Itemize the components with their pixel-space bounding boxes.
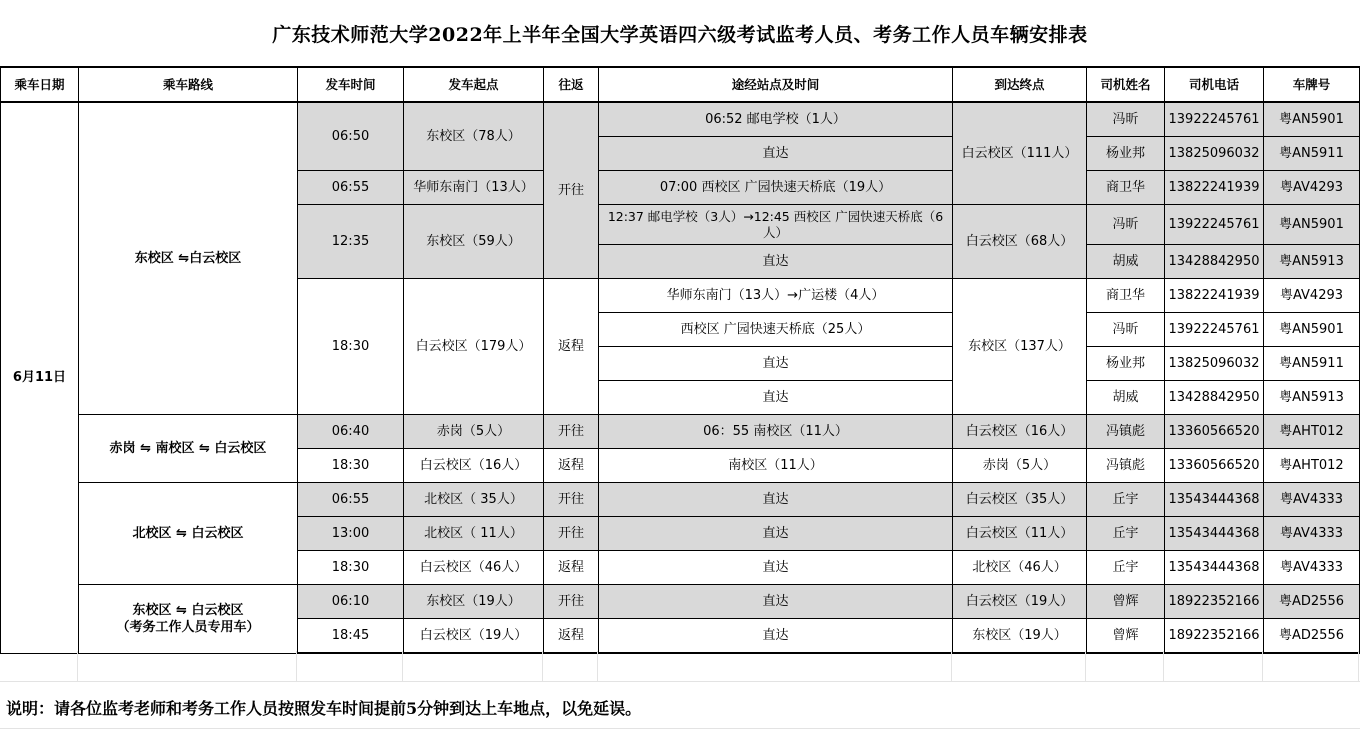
- driver-cell: 冯昕: [1087, 205, 1165, 245]
- plate-cell: 粤AHT012: [1264, 415, 1360, 449]
- phone-cell: 18922352166: [1165, 619, 1264, 654]
- direction-cell: 返程: [544, 619, 599, 654]
- end-cell: 北校区（46人）: [953, 551, 1087, 585]
- start-cell: 东校区（19人）: [404, 585, 544, 619]
- gridline: [0, 728, 1360, 729]
- date-cell: 6月11日: [1, 102, 79, 653]
- plate-cell: 粤AV4333: [1264, 551, 1360, 585]
- plate-cell: 粤AN5911: [1264, 347, 1360, 381]
- end-cell: 东校区（19人）: [953, 619, 1087, 654]
- time-cell: 18:30: [298, 449, 404, 483]
- driver-cell: 胡威: [1087, 381, 1165, 415]
- header-time: 发车时间: [298, 67, 404, 102]
- driver-cell: 冯镇彪: [1087, 449, 1165, 483]
- stops-cell: 直达: [599, 619, 953, 654]
- phone-cell: 13360566520: [1165, 415, 1264, 449]
- phone-cell: 13822241939: [1165, 279, 1264, 313]
- phone-cell: 13825096032: [1165, 347, 1264, 381]
- header-end: 到达终点: [953, 67, 1087, 102]
- plate-cell: 粤AD2556: [1264, 619, 1360, 654]
- driver-cell: 曾辉: [1087, 619, 1165, 654]
- start-cell: 北校区（ 35人）: [404, 483, 544, 517]
- plate-cell: 粤AN5913: [1264, 381, 1360, 415]
- phone-cell: 13543444368: [1165, 483, 1264, 517]
- end-cell: 白云校区（35人）: [953, 483, 1087, 517]
- table-row: [1, 483, 1360, 517]
- start-cell: 白云校区（46人）: [404, 551, 544, 585]
- start-cell: 白云校区（179人）: [404, 279, 544, 415]
- driver-cell: 丘宇: [1087, 551, 1165, 585]
- phone-cell: 13922245761: [1165, 313, 1264, 347]
- plate-cell: 粤AV4293: [1264, 279, 1360, 313]
- driver-cell: 曾辉: [1087, 585, 1165, 619]
- end-cell: 赤岗（5人）: [953, 449, 1087, 483]
- direction-cell: 开往: [544, 585, 599, 619]
- driver-cell: 丘宇: [1087, 517, 1165, 551]
- time-cell: 06:10: [298, 585, 404, 619]
- start-cell: 赤岗（5人）: [404, 415, 544, 449]
- plate-cell: 粤AN5901: [1264, 102, 1360, 137]
- table-row: [1, 585, 1360, 619]
- start-cell: 北校区（ 11人）: [404, 517, 544, 551]
- stops-cell: 直达: [599, 381, 953, 415]
- stops-cell: 07:00 西校区 广园快速天桥底（19人）: [599, 171, 953, 205]
- time-cell: 06:40: [298, 415, 404, 449]
- stops-cell: 直达: [599, 245, 953, 279]
- phone-cell: 13922245761: [1165, 102, 1264, 137]
- header-stops: 途经站点及时间: [599, 67, 953, 102]
- direction-cell: 返程: [544, 449, 599, 483]
- end-cell: 白云校区（68人）: [953, 205, 1087, 279]
- schedule-table: [0, 66, 1360, 654]
- stops-cell: 06:52 邮电学校（1人）: [599, 102, 953, 137]
- direction-cell: 开往: [544, 102, 599, 279]
- plate-cell: 粤AD2556: [1264, 585, 1360, 619]
- header-route: 乘车路线: [79, 67, 298, 102]
- end-cell: 白云校区（19人）: [953, 585, 1087, 619]
- gridline: [0, 681, 1360, 682]
- header-start: 发车起点: [404, 67, 544, 102]
- plate-cell: 粤AN5901: [1264, 313, 1360, 347]
- route-cell: 东校区 ⇋白云校区: [79, 102, 298, 415]
- stops-cell: 西校区 广园快速天桥底（25人）: [599, 313, 953, 347]
- stops-cell: 直达: [599, 517, 953, 551]
- driver-cell: 冯昕: [1087, 313, 1165, 347]
- time-cell: 06:50: [298, 102, 404, 171]
- time-cell: 12:35: [298, 205, 404, 279]
- stops-cell: 直达: [599, 585, 953, 619]
- footnote: 说明：请各位监考老师和考务工作人员按照发车时间提前5分钟到达上车地点，以免延误。: [6, 698, 642, 718]
- route-note: （考务工作人员专用车）: [116, 619, 260, 635]
- phone-cell: 13428842950: [1165, 381, 1264, 415]
- end-cell: 东校区（137人）: [953, 279, 1087, 415]
- stops-cell: 直达: [599, 137, 953, 171]
- header-driver: 司机姓名: [1087, 67, 1165, 102]
- end-cell: 白云校区（111人）: [953, 102, 1087, 205]
- start-cell: 华师东南门（13人）: [404, 171, 544, 205]
- driver-cell: 商卫华: [1087, 279, 1165, 313]
- phone-cell: 13822241939: [1165, 171, 1264, 205]
- sheet-title: 广东技术师范大学2022年上半年全国大学英语四六级考试监考人员、考务工作人员车辆安排表: [272, 23, 1088, 46]
- driver-cell: 胡威: [1087, 245, 1165, 279]
- phone-cell: 18922352166: [1165, 585, 1264, 619]
- stops-cell: 直达: [599, 551, 953, 585]
- stops-cell: 华师东南门（13人）→广运楼（4人）: [599, 279, 953, 313]
- direction-cell: 返程: [544, 279, 599, 415]
- plate-cell: 粤AHT012: [1264, 449, 1360, 483]
- time-cell: 06:55: [298, 171, 404, 205]
- route-cell: [79, 585, 298, 654]
- stops-cell: 直达: [599, 483, 953, 517]
- plate-cell: 粤AV4333: [1264, 517, 1360, 551]
- time-cell: 18:45: [298, 619, 404, 654]
- direction-cell: 开往: [544, 517, 599, 551]
- header-row: [1, 67, 1360, 102]
- time-cell: 13:00: [298, 517, 404, 551]
- driver-cell: 杨业邦: [1087, 347, 1165, 381]
- driver-cell: 冯镇彪: [1087, 415, 1165, 449]
- stops-cell: 南校区（11人）: [599, 449, 953, 483]
- time-cell: 06:55: [298, 483, 404, 517]
- driver-cell: 商卫华: [1087, 171, 1165, 205]
- direction-cell: 开往: [544, 483, 599, 517]
- route-line: 东校区 ⇋ 白云校区: [132, 602, 244, 618]
- empty-sheet-row: [0, 651, 1360, 681]
- stops-cell: 直达: [599, 347, 953, 381]
- phone-cell: 13922245761: [1165, 205, 1264, 245]
- start-cell: 白云校区（16人）: [404, 449, 544, 483]
- phone-cell: 13543444368: [1165, 517, 1264, 551]
- phone-cell: 13825096032: [1165, 137, 1264, 171]
- phone-cell: 13428842950: [1165, 245, 1264, 279]
- driver-cell: 丘宇: [1087, 483, 1165, 517]
- stops-cell: 12:37 邮电学校（3人）→12:45 西校区 广园快速天桥底（6人）: [599, 205, 953, 245]
- plate-cell: 粤AV4333: [1264, 483, 1360, 517]
- direction-cell: 开往: [544, 415, 599, 449]
- plate-cell: 粤AN5911: [1264, 137, 1360, 171]
- plate-cell: 粤AN5913: [1264, 245, 1360, 279]
- plate-cell: 粤AV4293: [1264, 171, 1360, 205]
- header-plate: 车牌号: [1264, 67, 1360, 102]
- stops-cell: 06：55 南校区（11人）: [599, 415, 953, 449]
- route-cell: 赤岗 ⇋ 南校区 ⇋ 白云校区: [79, 415, 298, 483]
- start-cell: 东校区（59人）: [404, 205, 544, 279]
- table-row: [1, 102, 1360, 137]
- phone-cell: 13360566520: [1165, 449, 1264, 483]
- header-date: 乘车日期: [1, 67, 79, 102]
- direction-cell: 返程: [544, 551, 599, 585]
- end-cell: 白云校区（11人）: [953, 517, 1087, 551]
- driver-cell: 杨业邦: [1087, 137, 1165, 171]
- header-phone: 司机电话: [1165, 67, 1264, 102]
- time-cell: 18:30: [298, 551, 404, 585]
- header-direction: 往返: [544, 67, 599, 102]
- end-cell: 白云校区（16人）: [953, 415, 1087, 449]
- table-row: [1, 415, 1360, 449]
- driver-cell: 冯昕: [1087, 102, 1165, 137]
- start-cell: 东校区（78人）: [404, 102, 544, 171]
- start-cell: 白云校区（19人）: [404, 619, 544, 654]
- plate-cell: 粤AN5901: [1264, 205, 1360, 245]
- phone-cell: 13543444368: [1165, 551, 1264, 585]
- route-cell: 北校区 ⇋ 白云校区: [79, 483, 298, 585]
- time-cell: 18:30: [298, 279, 404, 415]
